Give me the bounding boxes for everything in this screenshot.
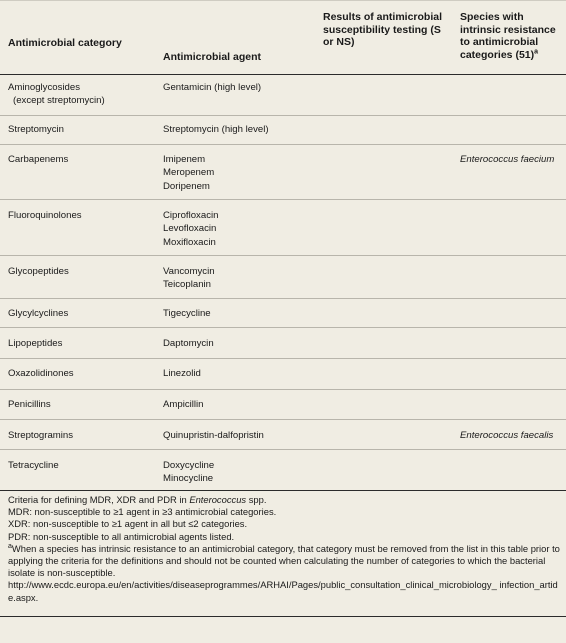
table-row bbox=[0, 358, 566, 390]
agent-cell bbox=[163, 429, 318, 442]
category-name: Lipopeptides bbox=[8, 338, 63, 349]
agent-name: Levofloxacin bbox=[163, 223, 217, 235]
agent-cell bbox=[163, 459, 318, 486]
category-name: Glycopeptides bbox=[8, 266, 69, 277]
header-species bbox=[460, 11, 564, 61]
agent-name: Imipenem bbox=[163, 154, 206, 165]
xdr-definition: XDR: non-susceptible to ≥1 agent in all but ≤2 categories. bbox=[8, 518, 248, 530]
agent-cell bbox=[163, 265, 318, 292]
pdr-definition: PDR: non-susceptible to all antimicrobial agents listed. bbox=[8, 530, 235, 542]
agent-cell bbox=[163, 307, 318, 320]
agent-name: Teicoplanin bbox=[163, 279, 212, 291]
agent-name: Quinupristin-dalfopristin bbox=[163, 430, 264, 441]
agent-name: Tigecycline bbox=[163, 308, 211, 319]
agent-name: Gentamicin (high level) bbox=[163, 82, 262, 93]
table-row bbox=[0, 75, 566, 116]
footnote-marker: a bbox=[8, 542, 12, 550]
category-name: Carbapenems bbox=[8, 154, 69, 165]
table-row bbox=[0, 298, 566, 328]
species-cell: Enterococcus faecium bbox=[460, 154, 555, 165]
agent-cell bbox=[163, 81, 318, 94]
mdr-definition: MDR: non-susceptible to ≥1 agent in ≥3 antimicrobial categories. bbox=[8, 506, 277, 518]
agent-name: Moxifloxacin bbox=[163, 236, 216, 248]
criteria-line bbox=[8, 494, 560, 506]
agent-name: Vancomycin bbox=[163, 266, 215, 277]
agent-name: Ampicillin bbox=[163, 399, 204, 410]
category-name: Tetracycline bbox=[8, 460, 59, 471]
criteria-suffix: spp. bbox=[246, 494, 267, 505]
header-agent: Antimicrobial agent bbox=[163, 51, 262, 63]
agent-cell bbox=[163, 209, 318, 249]
criteria-prefix: Criteria for defining MDR, XDR and PDR in bbox=[8, 494, 190, 505]
table-row bbox=[0, 144, 566, 200]
criteria-genus: Enterococcus bbox=[189, 494, 247, 505]
agent-cell bbox=[163, 337, 318, 350]
agent-name: Linezolid bbox=[163, 368, 201, 379]
category-name: Oxazolidinones bbox=[8, 368, 74, 379]
table-row bbox=[0, 115, 566, 145]
category-name: Fluoroquinolones bbox=[8, 210, 82, 221]
category-cell bbox=[8, 81, 158, 108]
table-row bbox=[0, 449, 566, 491]
category-name: Glycylcyclines bbox=[8, 308, 69, 319]
footnote-text: When a species has intrinsic resistance to an antimicrobial category, that category must be removed from the list in this table prior to applying the criteria for the definitions and should not be counted when calculating the number of categories to which the bacterial isolate is non-susceptible. bbox=[8, 542, 560, 579]
table-row bbox=[0, 419, 566, 450]
category-name: Streptogramins bbox=[8, 430, 74, 441]
source-link[interactable]: http://www.ecdc.europa.eu/en/activities/diseaseprogrammes/ARHAI/Pages/public_consultation_clinical_microbiology_ infection_artide.aspx. bbox=[8, 579, 558, 603]
table-row bbox=[0, 389, 566, 420]
header-category: Antimicrobial category bbox=[8, 37, 122, 49]
header-results: Results of antimicrobial susceptibility testing (S or NS) bbox=[323, 11, 443, 48]
table-row bbox=[0, 327, 566, 359]
agent-name: Doxycycline bbox=[163, 460, 215, 471]
category-name: Penicillins bbox=[8, 399, 51, 410]
agent-cell bbox=[163, 367, 318, 380]
species-cell: Enterococcus faecalis bbox=[460, 430, 554, 441]
header-species-text: Species with intrinsic resistance to antimicrobial categories (51) bbox=[460, 11, 556, 61]
agent-name: Ciprofloxacin bbox=[163, 210, 219, 221]
header-species-sup: a bbox=[534, 48, 539, 55]
table-header bbox=[0, 0, 566, 75]
agent-name: Streptomycin (high level) bbox=[163, 124, 269, 135]
footnote-a bbox=[8, 543, 560, 580]
agent-cell bbox=[163, 123, 318, 136]
agent-name: Daptomycin bbox=[163, 338, 214, 349]
agent-name: Doripenem bbox=[163, 180, 210, 192]
category-name: Aminoglycosides bbox=[8, 82, 80, 93]
table-row bbox=[0, 199, 566, 256]
agent-cell bbox=[163, 153, 318, 193]
bottom-rule bbox=[0, 616, 566, 617]
agent-name: Minocycline bbox=[163, 473, 214, 485]
category-name: Streptomycin bbox=[8, 124, 64, 135]
agent-cell bbox=[163, 398, 318, 411]
table-row bbox=[0, 255, 566, 299]
agent-name: Meropenem bbox=[163, 167, 215, 179]
category-note: (except streptomycin) bbox=[13, 95, 105, 107]
table-footnotes bbox=[8, 494, 560, 604]
